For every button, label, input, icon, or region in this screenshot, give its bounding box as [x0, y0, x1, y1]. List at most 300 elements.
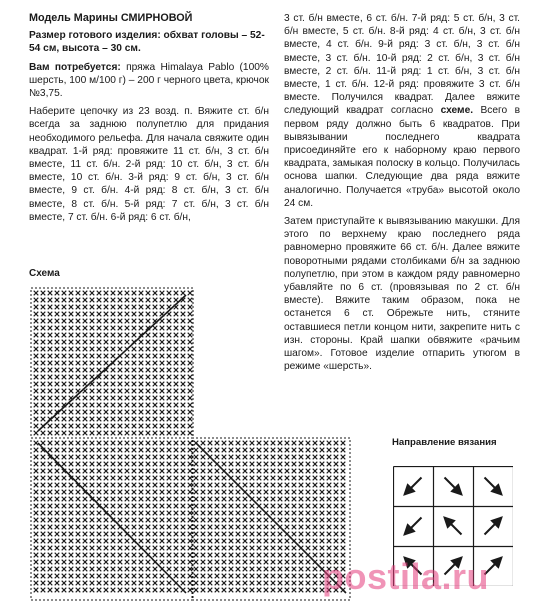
schema-stitch [104, 567, 109, 572]
schema-stitch [139, 305, 144, 310]
schema-stitch [243, 560, 248, 565]
schema-stitch [236, 574, 241, 579]
schema-stitch [174, 462, 179, 467]
schema-stitch [69, 417, 74, 422]
schema-stitch [139, 403, 144, 408]
schema-stitch [285, 546, 290, 551]
schema-stitch [104, 553, 109, 558]
schema-stitch [153, 441, 158, 446]
schema-stitch [160, 455, 165, 460]
schema-stitch [146, 567, 151, 572]
schema-stitch [76, 476, 81, 481]
schema-stitch [55, 560, 60, 565]
schema-stitch [299, 455, 304, 460]
schema-stitch [313, 581, 318, 586]
schema-stitch [306, 455, 311, 460]
schema-stitch [48, 490, 53, 495]
schema-stitch [132, 312, 137, 317]
schema-stitch [334, 532, 339, 537]
schema-stitch [83, 347, 88, 352]
schema-stitch [69, 410, 74, 415]
schema-stitch [146, 340, 151, 345]
schema-stitch [341, 455, 346, 460]
schema-stitch [69, 368, 74, 373]
schema-stitch [97, 298, 102, 303]
schema-stitch [125, 354, 130, 359]
schema-stitch [132, 518, 137, 523]
schema-stitch [55, 469, 60, 474]
schema-stitch [146, 588, 151, 593]
schema-stitch [313, 539, 318, 544]
schema-stitch [306, 497, 311, 502]
schema-stitch [264, 476, 269, 481]
schema-stitch [55, 354, 60, 359]
schema-stitch [76, 291, 81, 296]
schema-stitch [34, 319, 39, 324]
schema-stitch [83, 375, 88, 380]
schema-stitch [278, 497, 283, 502]
schema-stitch [306, 518, 311, 523]
schema-stitch [76, 354, 81, 359]
schema-stitch [181, 511, 186, 516]
schema-stitch [83, 539, 88, 544]
schema-stitch [34, 291, 39, 296]
schema-stitch [167, 588, 172, 593]
schema-stitch [153, 375, 158, 380]
schema-stitch [181, 375, 186, 380]
schema-stitch [48, 497, 53, 502]
schema-stitch [160, 497, 165, 502]
schema-stitch [132, 588, 137, 593]
schema-stitch [69, 469, 74, 474]
schema-stitch [139, 588, 144, 593]
schema-stitch [97, 511, 102, 516]
schema-stitch [271, 476, 276, 481]
schema-stitch [313, 546, 318, 551]
schema-stitch [55, 312, 60, 317]
schema-stitch [174, 553, 179, 558]
schema-stitch [257, 476, 262, 481]
schema-stitch [174, 448, 179, 453]
schema-stitch [146, 469, 151, 474]
schema-stitch [118, 361, 123, 366]
schema-stitch [167, 319, 172, 324]
schema-stitch [174, 396, 179, 401]
schema-stitch [271, 497, 276, 502]
direction-label: Направление вязания [392, 437, 497, 448]
schema-stitch [34, 354, 39, 359]
schema-stitch [222, 441, 227, 446]
schema-stitch [111, 368, 116, 373]
schema-stitch [104, 361, 109, 366]
schema-stitch [69, 518, 74, 523]
schema-stitch [118, 469, 123, 474]
schema-stitch [97, 476, 102, 481]
schema-stitch [306, 441, 311, 446]
schema-stitch [201, 462, 206, 467]
schema-stitch [181, 539, 186, 544]
schema-stitch [132, 504, 137, 509]
schema-stitch [285, 588, 290, 593]
schema-stitch [341, 483, 346, 488]
schema-stitch [320, 469, 325, 474]
schema-stitch [160, 368, 165, 373]
schema-stitch [62, 291, 67, 296]
schema-stitch [292, 574, 297, 579]
schema-stitch [160, 441, 165, 446]
schema-stitch [222, 525, 227, 530]
schema-stitch [160, 403, 165, 408]
schema-stitch [62, 567, 67, 572]
schema-stitch [188, 354, 193, 359]
schema-stitch [257, 560, 262, 565]
schema-stitch [181, 455, 186, 460]
schema-stitch [118, 483, 123, 488]
schema-stitch [264, 560, 269, 565]
schema-stitch [118, 403, 123, 408]
schema-stitch [278, 511, 283, 516]
schema-stitch [313, 553, 318, 558]
schema-stitch [118, 532, 123, 537]
schema-stitch [181, 354, 186, 359]
schema-stitch [292, 469, 297, 474]
schema-stitch [125, 511, 130, 516]
schema-stitch [125, 424, 130, 429]
schema-stitch [327, 441, 332, 446]
schema-stitch [278, 462, 283, 467]
schema-stitch [222, 518, 227, 523]
schema-stitch [278, 553, 283, 558]
size-info: Размер готового изделия: обхват головы – 52-54 см, высота – 30 см. [29, 30, 265, 55]
schema-stitch [215, 525, 220, 530]
schema-stitch [125, 469, 130, 474]
schema-stitch [132, 291, 137, 296]
schema-stitch [111, 448, 116, 453]
schema-stitch [62, 361, 67, 366]
instructions-right-1b: Всего в первом ряду должно быть 6 квадратов. При вывязывании последнего квадрата присоединяйте его к наборному краю первого квадрата, замыкая полоску в кольцо. Получилась основа шапки. Следующие два ряда вяжите аналогично. Получается «труба» высотой около 24 см. [284, 105, 520, 209]
schema-stitch [41, 347, 46, 352]
schema-stitch [146, 441, 151, 446]
schema-stitch [41, 441, 46, 446]
schema-stitch [111, 455, 116, 460]
schema-stitch [194, 476, 199, 481]
schema-stitch [160, 340, 165, 345]
schema-stitch [111, 326, 116, 331]
schema-stitch [48, 319, 53, 324]
schema-stitch [250, 462, 255, 467]
schema-stitch [174, 382, 179, 387]
schema-stitch [306, 511, 311, 516]
schema-stitch [188, 375, 193, 380]
schema-stitch [146, 431, 151, 436]
schema-stitch [278, 539, 283, 544]
schema-stitch [264, 581, 269, 586]
schema-stitch [111, 319, 116, 324]
schema-stitch [111, 476, 116, 481]
schema-stitch [201, 567, 206, 572]
schema-stitch [118, 567, 123, 572]
schema-stitch [194, 518, 199, 523]
schema-stitch [313, 511, 318, 516]
schema-stitch [201, 476, 206, 481]
schema-stitch [313, 532, 318, 537]
schema-stitch [97, 431, 102, 436]
schema-stitch [201, 546, 206, 551]
schema-stitch [341, 441, 346, 446]
schema-stitch [48, 518, 53, 523]
schema-stitch [229, 553, 234, 558]
schema-stitch [334, 455, 339, 460]
schema-stitch [167, 560, 172, 565]
schema-stitch [118, 462, 123, 467]
schema-stitch [167, 298, 172, 303]
schema-stitch [160, 431, 165, 436]
schema-stitch [69, 539, 74, 544]
schema-stitch [181, 469, 186, 474]
schema-stitch [160, 354, 165, 359]
schema-stitch [167, 518, 172, 523]
schema-stitch [83, 312, 88, 317]
schema-stitch [132, 483, 137, 488]
schema-stitch [160, 333, 165, 338]
schema-stitch [48, 469, 53, 474]
schema-stitch [62, 340, 67, 345]
schema-stitch [118, 368, 123, 373]
schema-stitch [76, 588, 81, 593]
schema-stitch [146, 546, 151, 551]
schema-stitch [62, 497, 67, 502]
schema-stitch [76, 469, 81, 474]
schema-stitch [111, 532, 116, 537]
schema-stitch [41, 574, 46, 579]
schema-stitch [174, 511, 179, 516]
schema-stitch [146, 354, 151, 359]
schema-stitch [48, 483, 53, 488]
schema-stitch [153, 424, 158, 429]
schema-stitch [292, 567, 297, 572]
schema-stitch [34, 497, 39, 502]
schema-stitch [181, 333, 186, 338]
schema-stitch [83, 546, 88, 551]
schema-stitch [271, 483, 276, 488]
schema-stitch [146, 497, 151, 502]
schema-stitch [125, 333, 130, 338]
schema-stitch [194, 560, 199, 565]
schema-stitch [313, 525, 318, 530]
schema-stitch [97, 567, 102, 572]
schema-stitch [139, 375, 144, 380]
schema-stitch [201, 455, 206, 460]
schema-stitch [69, 574, 74, 579]
schema-stitch [167, 511, 172, 516]
schema-stitch [34, 539, 39, 544]
schema-stitch [34, 504, 39, 509]
schema-stitch [90, 490, 95, 495]
schema-stitch [334, 483, 339, 488]
schema-stitch [83, 581, 88, 586]
schema-stitch [285, 567, 290, 572]
schema-stitch [69, 441, 74, 446]
schema-stitch [334, 469, 339, 474]
schema-stitch [208, 504, 213, 509]
schema-stitch [229, 448, 234, 453]
schema-stitch [208, 511, 213, 516]
schema-stitch [132, 368, 137, 373]
schema-stitch [83, 567, 88, 572]
schema-stitch [153, 389, 158, 394]
schema-stitch [111, 431, 116, 436]
schema-stitch [160, 298, 165, 303]
schema-stitch [250, 490, 255, 495]
schema-stitch [236, 553, 241, 558]
schema-stitch [146, 375, 151, 380]
schema-stitch [146, 525, 151, 530]
schema-stitch [118, 448, 123, 453]
schema-stitch [327, 483, 332, 488]
schema-stitch [139, 539, 144, 544]
schema-stitch [97, 462, 102, 467]
schema-stitch [299, 518, 304, 523]
schema-stitch [125, 504, 130, 509]
schema-stitch [139, 455, 144, 460]
schema-stitch [76, 424, 81, 429]
schema-stitch [167, 462, 172, 467]
schema-stitch [153, 483, 158, 488]
schema-stitch [299, 448, 304, 453]
schema-stitch [160, 504, 165, 509]
schema-stitch [76, 581, 81, 586]
schema-stitch [229, 581, 234, 586]
schema-stitch [167, 347, 172, 352]
schema-stitch [146, 312, 151, 317]
schema-stitch [181, 504, 186, 509]
schema-stitch [97, 361, 102, 366]
schema-stitch [299, 567, 304, 572]
left-column [29, 12, 269, 229]
schema-stitch [181, 560, 186, 565]
schema-stitch [97, 347, 102, 352]
schema-stitch [299, 476, 304, 481]
schema-stitch [90, 448, 95, 453]
schema-stitch [41, 340, 46, 345]
schema-stitch [243, 504, 248, 509]
schema-stitch [208, 448, 213, 453]
schema-stitch [215, 588, 220, 593]
direction-arrow [485, 518, 502, 535]
schema-stitch [243, 532, 248, 537]
schema-stitch [118, 333, 123, 338]
schema-stitch [104, 504, 109, 509]
schema-label: Схема [29, 268, 60, 279]
schema-stitch [181, 483, 186, 488]
schema-stitch [208, 546, 213, 551]
schema-stitch [34, 340, 39, 345]
schema-stitch [139, 298, 144, 303]
schema-stitch [299, 490, 304, 495]
schema-stitch [334, 490, 339, 495]
schema-stitch [299, 560, 304, 565]
schema-stitch [285, 497, 290, 502]
schema-stitch [181, 497, 186, 502]
schema-stitch [41, 298, 46, 303]
schema-stitch [118, 396, 123, 401]
schema-stitch [48, 298, 53, 303]
schema-stitch [327, 476, 332, 481]
schema-stitch [55, 326, 60, 331]
schema-stitch [236, 511, 241, 516]
schema-stitch [222, 581, 227, 586]
schema-stitch [125, 546, 130, 551]
schema-stitch [153, 305, 158, 310]
schema-stitch [62, 441, 67, 446]
schema-stitch [194, 574, 199, 579]
schema-stitch [250, 448, 255, 453]
schema-stitch [306, 560, 311, 565]
schema-stitch [174, 319, 179, 324]
schema-stitch [48, 574, 53, 579]
schema-stitch [76, 525, 81, 530]
schema-stitch [285, 462, 290, 467]
schema-stitch [97, 483, 102, 488]
schema-stitch [167, 567, 172, 572]
schema-stitch [181, 347, 186, 352]
schema-stitch [153, 546, 158, 551]
schema-stitch [55, 305, 60, 310]
schema-stitch [62, 574, 67, 579]
schema-stitch [146, 476, 151, 481]
schema-stitch [313, 441, 318, 446]
schema-stitch [320, 490, 325, 495]
schema-stitch [174, 532, 179, 537]
schema-stitch [306, 490, 311, 495]
schema-stitch [313, 462, 318, 467]
schema-stitch [250, 455, 255, 460]
schema-stitch [97, 326, 102, 331]
schema-stitch [111, 396, 116, 401]
schema-stitch [125, 375, 130, 380]
schema-stitch [55, 504, 60, 509]
schema-stitch [76, 340, 81, 345]
schema-stitch [285, 441, 290, 446]
schema-stitch [146, 462, 151, 467]
schema-stitch [41, 483, 46, 488]
schema-stitch [139, 410, 144, 415]
schema-stitch [174, 361, 179, 366]
schema-stitch [97, 340, 102, 345]
schema-stitch [118, 588, 123, 593]
schema-stitch [299, 525, 304, 530]
schema-stitch [222, 567, 227, 572]
schema-stitch [132, 567, 137, 572]
schema-stitch [222, 511, 227, 516]
schema-stitch [167, 448, 172, 453]
instructions-left: Наберите цепочку из 23 возд. п. Вяжите ст. б/н всегда за заднюю полупетлю для придания необходимого рельефа. Для начала свяжите один квадрат. 1-й ряд: провяжите 11 ст. б/н, 3 ст. б/н вместе, 11 ст. б/н. 2-й ряд: 10 ст. б/н, 3 ст. б/н вместе, 10 ст. б/н. 3-й ряд: 9 ст. б/н, 3 ст. б/н вместе, 9 ст. б/н. 4-й ряд: 8 ст. б/н, 3 ст. б/н вместе, 8 ст. б/н. 5-й ряд: 7 ст. б/н, 3 ст. б/н вместе, 7 ст. б/н. 6-й ряд: 6 ст. б/н, [29, 106, 269, 223]
schema-stitch [76, 417, 81, 422]
schema-stitch [97, 312, 102, 317]
schema-stitch [292, 455, 297, 460]
schema-stitch [174, 354, 179, 359]
schema-stitch [48, 354, 53, 359]
schema-stitch [90, 455, 95, 460]
schema-stitch [285, 525, 290, 530]
schema-stitch [132, 375, 137, 380]
schema-stitch [62, 504, 67, 509]
schema-stitch [278, 490, 283, 495]
schema-stitch [167, 361, 172, 366]
schema-stitch [153, 326, 158, 331]
schema-stitch [90, 389, 95, 394]
schema-stitch [111, 560, 116, 565]
